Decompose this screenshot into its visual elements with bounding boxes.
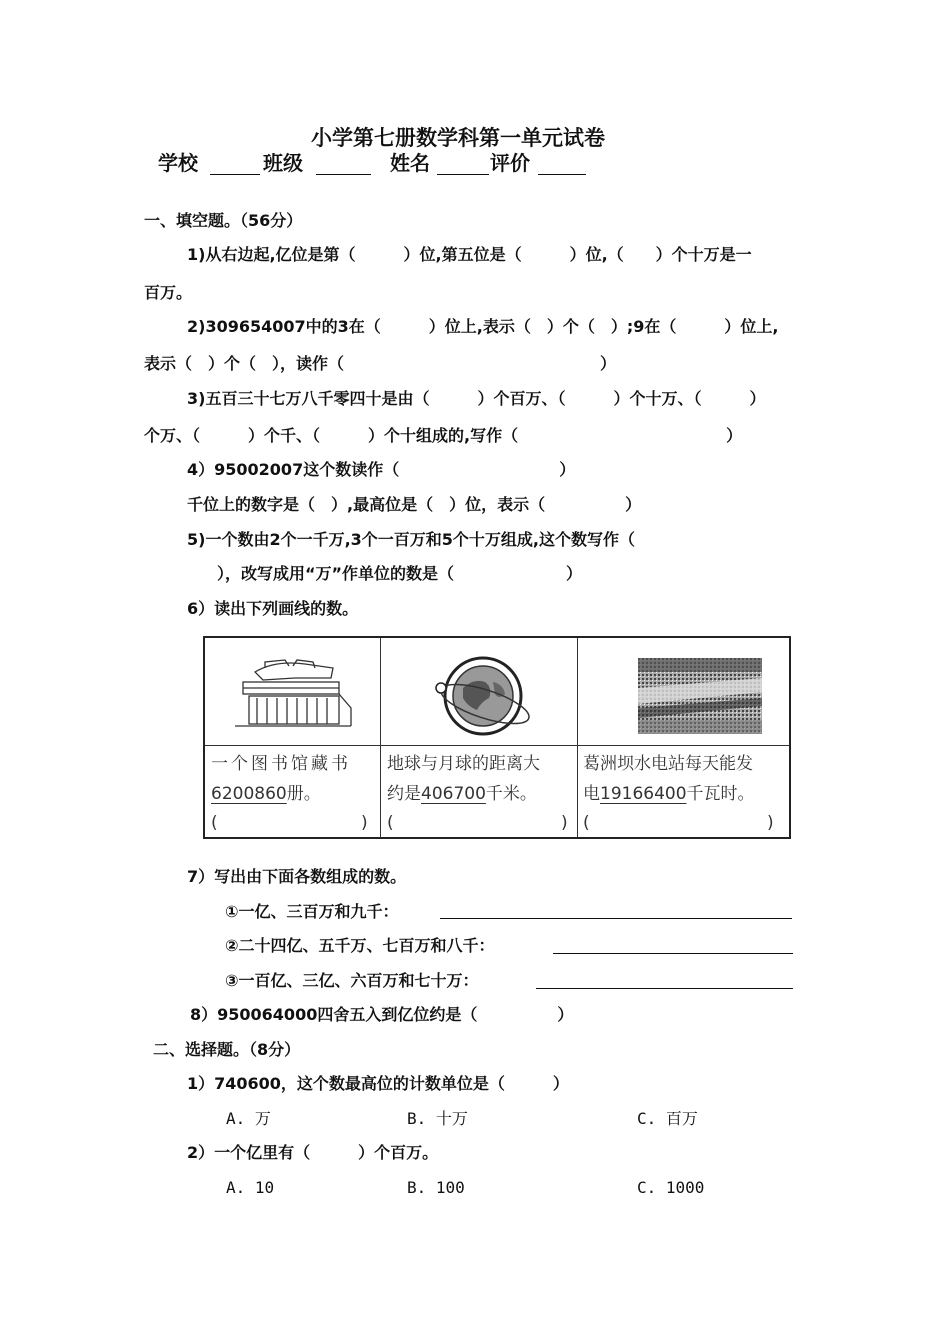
cell2-text: 地球与月球的距离大: [387, 754, 540, 774]
s2-q1-option-b[interactable]: B. 十万: [407, 1109, 468, 1128]
earth-moon-icon: [433, 652, 533, 738]
cell2-unit: 千米。: [485, 784, 537, 804]
library-icon: [235, 658, 355, 730]
school-label: 学校: [158, 151, 198, 175]
s2-q2-option-c[interactable]: C. 1000: [637, 1178, 705, 1197]
cell3-number: 19166400: [600, 784, 687, 804]
q7-a: ①一亿、三百万和九千：: [225, 902, 399, 921]
cell1-text: 一个图书馆藏书: [211, 754, 351, 774]
cell3-prefix: 电: [583, 784, 600, 804]
section-2-heading: 二、选择题。（8分）: [153, 1040, 301, 1059]
cell1-answer[interactable]: [221, 816, 357, 834]
cell1-paren-open: (: [211, 813, 218, 833]
grade-blank[interactable]: [538, 174, 586, 175]
name-blank[interactable]: [437, 174, 489, 175]
section-1-heading: 一、填空题。（56分）: [144, 211, 303, 230]
s2-q2: 2）一个亿里有（ ）个百万。: [187, 1143, 439, 1162]
s2-q2-option-a[interactable]: A. 10: [226, 1178, 275, 1197]
cell3-line2: [583, 786, 755, 803]
q7-c: ③一百亿、三亿、六百万和七十万：: [225, 971, 479, 990]
cell3-paren-close: ): [767, 813, 774, 833]
grade-label: 评价: [490, 151, 530, 175]
cell2-prefix: 约是: [387, 784, 421, 804]
table-divider: [380, 638, 381, 837]
cell2-line2: [387, 786, 537, 803]
q5-line2: ），改写成用“万”作单位的数是（ ）: [217, 564, 583, 583]
cell2-paren-open: (: [387, 813, 394, 833]
cell3-answer[interactable]: [593, 816, 763, 834]
q7-b-answer[interactable]: [553, 953, 793, 954]
q7-label: 7）写出由下面各数组成的数。: [187, 867, 407, 886]
cell3-paren-open: (: [583, 813, 590, 833]
q6-label: 6）读出下列画线的数。: [187, 599, 359, 618]
q7-b: ②二十四亿、五千万、七百万和八千：: [225, 936, 495, 955]
table-divider: [577, 638, 578, 837]
name-label: 姓名: [390, 151, 430, 175]
s2-q1-option-a[interactable]: A. 万: [226, 1109, 271, 1128]
s2-q2-option-b[interactable]: B. 100: [407, 1178, 465, 1197]
q2-line1: 2)309654007中的3在（ ）位上,表示（ ）个（ ）;9在（ ）位上,: [187, 317, 779, 336]
q3-line2: 个万、（ ）个千、（ ）个十组成的,写作（ ）: [144, 426, 743, 445]
q7-a-answer[interactable]: [440, 918, 792, 919]
cell1-paren-close: ): [361, 813, 368, 833]
q4-line1: 4）95002007这个数读作（ ）: [187, 460, 576, 479]
cell2-answer[interactable]: [397, 816, 557, 834]
page-title: 小学第七册数学科第一单元试卷: [311, 126, 605, 150]
s2-q1-option-c[interactable]: C. 百万: [637, 1109, 698, 1128]
q8-label: 8）950064000四舍五入到亿位约是（ ）: [190, 1005, 574, 1024]
class-label: 班级: [263, 151, 303, 175]
q2-line2: 表示（ ）个（ ），读作（ ）: [144, 354, 617, 373]
q5-line1: 5)一个数由2个一千万,3个一百万和5个十万组成,这个数写作（: [187, 530, 636, 549]
q1-line1: 1)从右边起,亿位是第（ ）位,第五位是（ ）位,（ ）个十万是一: [187, 245, 752, 264]
q7-c-answer[interactable]: [536, 988, 793, 989]
q4-line2: 千位上的数字是（ ）,最高位是（ ）位，表示（ ）: [187, 495, 642, 514]
table-divider: [205, 745, 789, 746]
cell1-number: 6200860: [211, 784, 287, 804]
cell1-unit: 册。: [286, 784, 321, 804]
numbers-table: [203, 636, 791, 839]
cell2-paren-close: ): [561, 813, 568, 833]
school-blank[interactable]: [210, 174, 260, 175]
dam-photo-icon: [638, 658, 762, 734]
s2-q1: 1）740600，这个数最高位的计数单位是（ ）: [187, 1074, 569, 1093]
cell3-unit: 千瓦时。: [686, 784, 755, 804]
class-blank[interactable]: [316, 174, 371, 175]
cell2-number: 406700: [421, 784, 486, 804]
cell3-text: 葛洲坝水电站每天能发: [583, 754, 753, 774]
cell1-line2: [211, 786, 321, 803]
q1-line2: 百万。: [144, 283, 193, 302]
q3-line1: 3)五百三十七万八千零四十是由（ ）个百万、（ ）个十万、（ ）: [187, 389, 766, 408]
